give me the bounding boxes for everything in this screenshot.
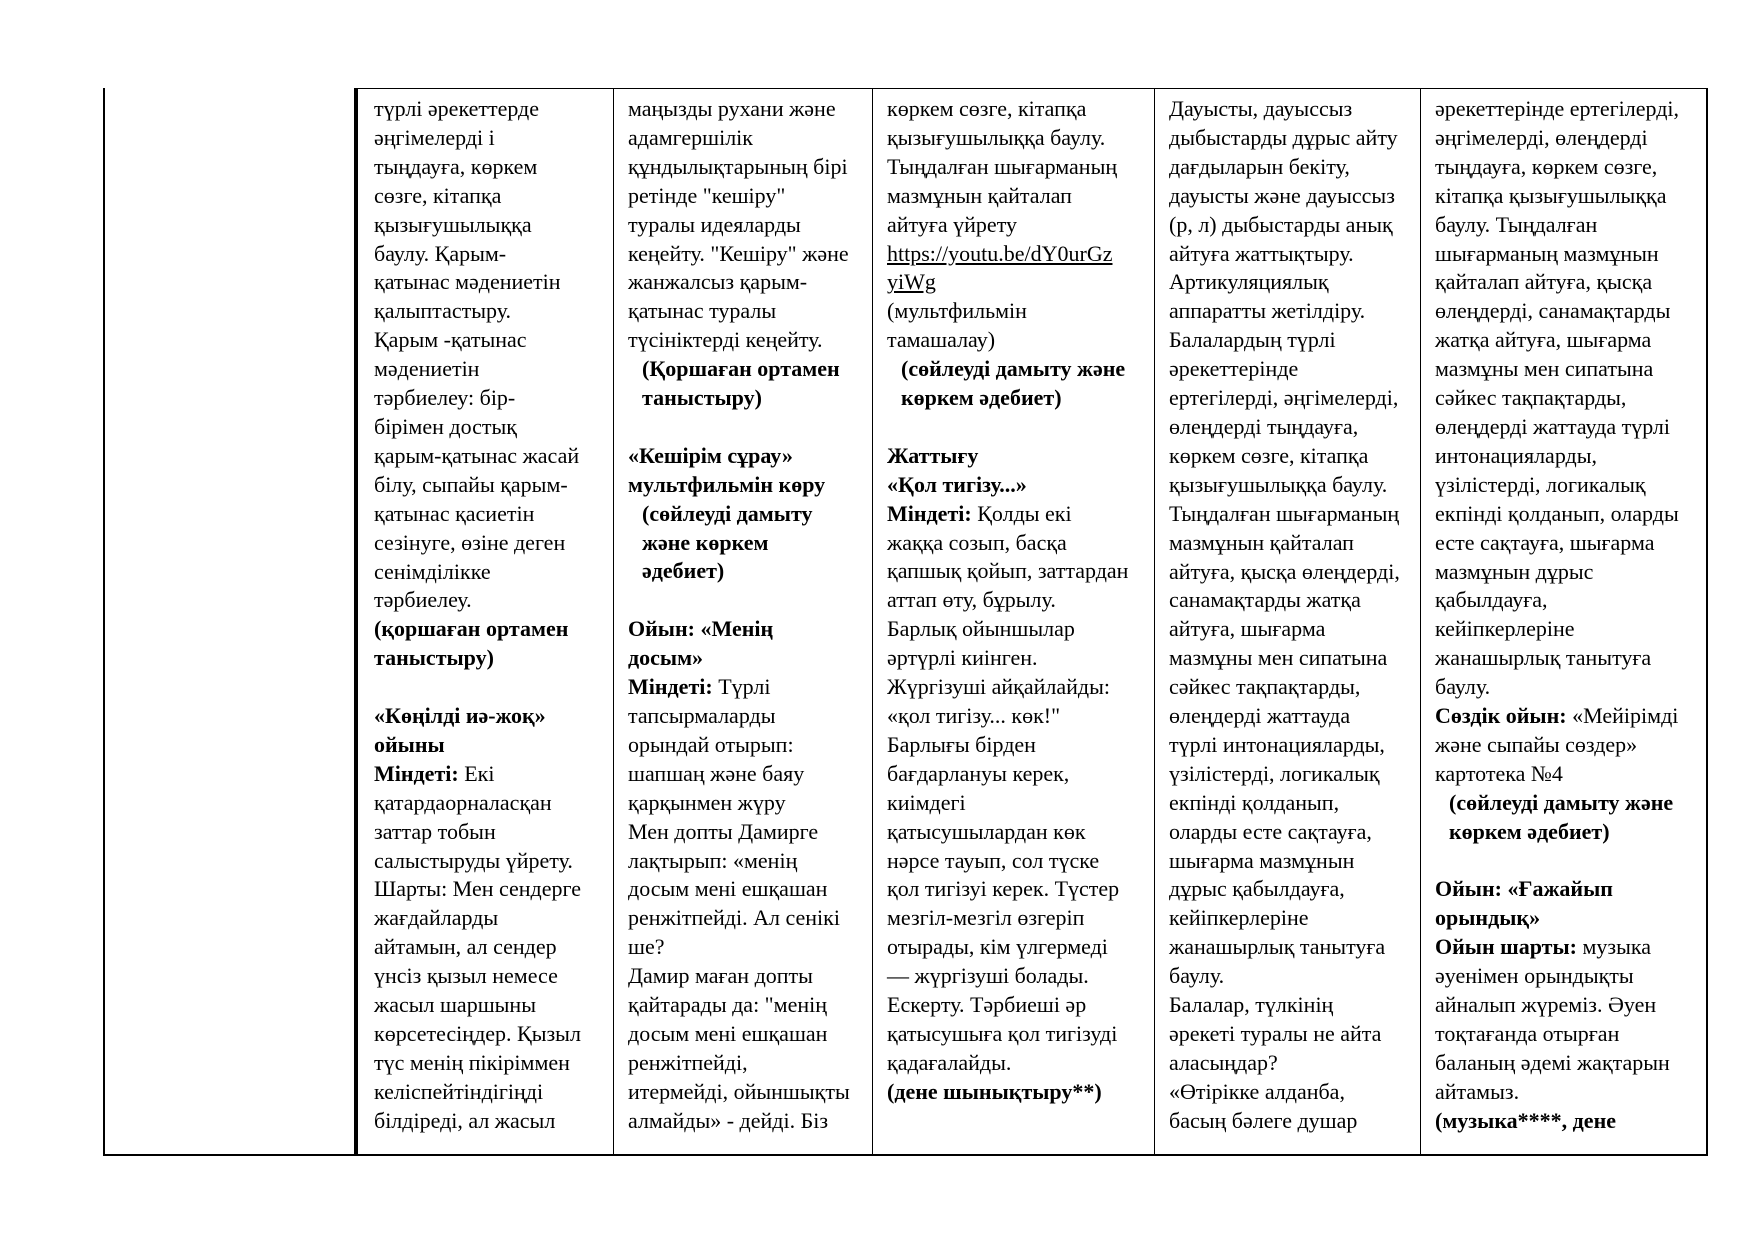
- text-line: тыңдауға, көркем сөзге,: [1435, 153, 1658, 179]
- text-line: ренжітпейді. Ал сенікі: [628, 905, 840, 931]
- text-line: әрекеті туралы не айта: [1169, 1021, 1382, 1046]
- text-line: қатардаорналасқан: [374, 789, 552, 815]
- text-line: қабылдауға,: [1435, 587, 1548, 613]
- text-line: көркем әдебиет): [901, 385, 1062, 411]
- text-line: қарым-қатынас жасай: [374, 442, 580, 468]
- text-line: баулу.: [1169, 963, 1225, 989]
- text-line: [887, 500, 1152, 529]
- text-line: әңгімелерді і: [374, 124, 495, 150]
- blank-line: [887, 413, 1152, 442]
- text-line: мультфильмін көру: [628, 471, 826, 497]
- text-line: туралы идеяларды: [628, 211, 801, 237]
- text-line: қапшық қойып, заттардан: [887, 558, 1129, 584]
- text-line: отырады, кім үлгермеді: [887, 934, 1108, 960]
- text-line: қызығушылыққа баулу.: [887, 124, 1106, 150]
- text-line: «Қол тигізу...»: [887, 471, 1027, 497]
- text-line: (қоршаған ортамен: [374, 616, 569, 642]
- text-line: ертегілерді, әңгімелерді,: [1169, 385, 1399, 411]
- text-line: айтуға, қысқа өлеңдерді,: [1169, 558, 1400, 584]
- field-text: музыка: [1576, 934, 1651, 960]
- text-line: есте сақтауға, шығарма: [1435, 529, 1655, 555]
- text-line: ретінде "кешіру": [628, 182, 786, 208]
- text-line: салыстыруды үйрету.: [374, 847, 573, 873]
- text-line: Ескерту. Тәрбиеші әр: [887, 992, 1087, 1018]
- text-line: (Қоршаған ортамен: [642, 356, 840, 382]
- text-line: құндылықтарының бірі: [628, 153, 848, 179]
- text-line: мезгіл-мезгіл өзгеріп: [887, 905, 1085, 931]
- text-line: өлеңдерді тыңдауға,: [1169, 413, 1359, 439]
- blank-line: [1435, 847, 1706, 876]
- text-line: шығарма мазмұнын: [1169, 847, 1355, 873]
- field-text: Қолды екі: [971, 500, 1072, 526]
- text-line: (сөйлеуді дамыту: [642, 500, 813, 526]
- text-line: кейіпкерлеріне: [1169, 905, 1309, 931]
- text-line: Балалардың түрлі: [1169, 327, 1336, 353]
- table-cell-4: [1154, 89, 1420, 1154]
- text-line: өлеңдерді, санамақтарды: [1435, 298, 1671, 324]
- text-line: дыбыстарды дұрыс айту: [1169, 124, 1398, 150]
- text-line: орындай отырып:: [628, 731, 794, 757]
- text-line: әрекеттерінде: [1169, 356, 1299, 382]
- text-line: әрекеттерінде ертегілерді,: [1435, 96, 1680, 121]
- text-line: досым»: [628, 645, 704, 671]
- text-line: таныстыру): [642, 385, 762, 411]
- text-line: Ойын: «Ғажайып: [1435, 876, 1613, 902]
- text-line: баулу. Қарым-: [374, 240, 507, 266]
- text-line: Дамир маған допты: [628, 963, 813, 989]
- text-line: бағдарлануы керек,: [887, 760, 1070, 786]
- text-line: және көркем: [642, 529, 769, 555]
- text-line: шығарманың мазмұнын: [1435, 240, 1659, 266]
- text-line: үнсіз қызыл немесе: [374, 963, 558, 989]
- text-line: келіспейтіндігіңді: [374, 1078, 544, 1104]
- text-line: [1435, 933, 1706, 962]
- text-line: көркем сөзге, кітапқа: [1169, 442, 1369, 468]
- text-line: жатқа айтуға, шығарма: [1435, 327, 1652, 353]
- text-line: қатысушыға қол тигізуді: [887, 1020, 1118, 1046]
- text-line: қол тигізуі керек. Түстер: [887, 876, 1120, 902]
- text-line: басың бәлеге душар: [1169, 1107, 1358, 1133]
- text-line: жаққа созып, басқа: [887, 529, 1067, 555]
- text-line: сенімділікке: [374, 558, 491, 584]
- text-line: өлеңдерді жаттауда: [1169, 703, 1351, 729]
- text-line: нәрсе тауып, сол түске: [887, 847, 1100, 873]
- text-line: қатынас туралы: [628, 298, 777, 324]
- text-line: Дауысты, дауыссыз: [1169, 96, 1353, 121]
- text-line: дауысты және дауыссыз: [1169, 182, 1395, 208]
- text-line: мазмұны мен сипатына: [1435, 356, 1654, 382]
- text-line: әуенімен орындықты: [1435, 963, 1634, 989]
- text-line: (сөйлеуді дамыту және: [901, 356, 1126, 382]
- schedule-table: [356, 88, 1708, 1156]
- text-line: Барлық ойыншылар: [887, 616, 1075, 642]
- text-line: жанашырлық танытуға: [1169, 934, 1386, 960]
- text-line: сөзге, кітапқа: [374, 182, 502, 208]
- text-line: кейіпкерлеріне: [1435, 616, 1575, 642]
- text-line: Қарым -қатынас: [374, 327, 527, 353]
- text-line: сезінуге, өзіне деген: [374, 529, 566, 555]
- text-line: білу, сыпайы қарым-: [374, 471, 568, 497]
- text-line: адамгершілік: [628, 124, 753, 150]
- table-cell-2: [613, 89, 872, 1154]
- text-line: ше?: [628, 934, 665, 960]
- field-label: Міндеті:: [887, 500, 972, 526]
- text-line: Мен допты Дамирге: [628, 818, 819, 844]
- text-line: жанашырлық танытуға: [1435, 645, 1652, 671]
- text-line: Барлығы бірден: [887, 731, 1036, 757]
- text-line: лақтырып: «менің: [628, 847, 798, 873]
- text-line: қайталап айтуға, қысқа: [1435, 269, 1653, 295]
- text-line: баулу. Тыңдалған: [1435, 211, 1598, 237]
- text-line: Жаттығу: [887, 442, 979, 468]
- text-line: интонацияларды,: [1435, 442, 1598, 468]
- text-line: кітапқа қызығушылыққа: [1435, 182, 1667, 208]
- text-line: [1435, 702, 1706, 731]
- text-line: (р, л) дыбыстарды анық: [1169, 211, 1393, 237]
- text-line: айтуға жаттықтыру.: [1169, 240, 1354, 266]
- text-line: (музыка****, дене: [1435, 1107, 1617, 1133]
- text-line: дағдыларын бекіту,: [1169, 153, 1350, 179]
- text-line: сәйкес тақпақтарды,: [1169, 674, 1361, 700]
- text-line: бірімен достық: [374, 413, 517, 439]
- text-line: қарқынмен жүру: [628, 789, 786, 815]
- text-line: аттап өту, бұрылу.: [887, 587, 1056, 613]
- text-line: дұрыс қабылдауға,: [1169, 876, 1345, 902]
- text-line: жасыл шаршыны: [374, 992, 536, 1018]
- text-line: көркем сөзге, кітапқа: [887, 96, 1087, 121]
- text-line: «Көңілді иә-жоқ»: [374, 703, 546, 729]
- text-line: қайтарады да: "менің: [628, 992, 828, 1018]
- text-line: баланың әдемі жақтарын: [1435, 1049, 1670, 1075]
- text-line: тамашалау): [887, 327, 996, 353]
- text-line: алмайды» - дейді. Біз: [628, 1107, 829, 1133]
- text-line: көркем әдебиет): [1449, 818, 1610, 844]
- text-line: жанжалсыз қарым-: [628, 269, 808, 295]
- field-label: Міндеті:: [628, 674, 713, 700]
- text-line: оларды есте сақтауға,: [1169, 818, 1372, 844]
- text-line: (сөйлеуді дамыту және: [1449, 789, 1674, 815]
- text-line: заттар тобын: [374, 818, 496, 844]
- text-line: киімдегі: [887, 789, 966, 815]
- text-line: картотека №4: [1435, 760, 1563, 786]
- text-line: айтамын, ал сендер: [374, 934, 557, 960]
- text-line: (мультфильмін: [887, 298, 1027, 324]
- text-line: аппаратты жетілдіру.: [1169, 298, 1366, 324]
- text-line: қатынас қасиетін: [374, 500, 535, 526]
- text-line: санамақтарды жатқа: [1169, 587, 1361, 613]
- text-line: [374, 760, 611, 789]
- text-line: айтуға үйрету: [887, 211, 1018, 237]
- text-line: қатысушылардан көк: [887, 818, 1086, 844]
- text-line: ренжітпейді,: [628, 1049, 748, 1075]
- text-line: әңгімелерді, өлеңдерді: [1435, 124, 1648, 150]
- text-line: мазмұнын қайталап: [1169, 529, 1354, 555]
- field-text: Екі: [458, 760, 495, 786]
- text-line: кеңейту. "Кешіру" және: [628, 240, 849, 266]
- text-line: тоқтағанда отырған: [1435, 1020, 1620, 1046]
- text-line: Тыңдалған шығарманың: [1169, 500, 1400, 526]
- text-line: Ойын: «Менің: [628, 616, 774, 642]
- text-line: (дене шынықтыру**): [887, 1078, 1102, 1104]
- text-line: «Кешірім сұрау»: [628, 442, 793, 468]
- field-label: Міндеті:: [374, 760, 459, 786]
- text-line: түс менің пікіріммен: [374, 1049, 570, 1075]
- text-line: досым мені ешқашан: [628, 876, 828, 902]
- table-cell-1: [356, 89, 613, 1154]
- text-line: тәрбиелеу.: [374, 587, 472, 613]
- text-line: екпінді қолданып,: [1169, 789, 1340, 815]
- text-line: тәрбиелеу: бір-: [374, 385, 516, 411]
- text-line: мазмұны мен сипатына: [1169, 645, 1388, 671]
- text-line: мазмұнын дұрыс: [1435, 558, 1594, 584]
- text-line: — жүргізуші болады.: [887, 963, 1089, 989]
- video-link[interactable]: yiWg: [887, 269, 936, 295]
- text-line: итермейді, ойыншықты: [628, 1078, 850, 1104]
- text-line: [628, 673, 870, 702]
- text-line: Тыңдалған шығарманың: [887, 153, 1118, 179]
- text-line: Артикуляциялық: [1169, 269, 1329, 295]
- text-line: сәйкес тақпақтарды,: [1435, 385, 1627, 411]
- text-line: түсініктерді кеңейту.: [628, 327, 823, 353]
- blank-line: [374, 673, 611, 702]
- video-link[interactable]: https://youtu.be/dY0urGz: [887, 240, 1113, 266]
- text-line: қызығушылыққа: [374, 211, 532, 237]
- text-line: орындық»: [1435, 905, 1541, 931]
- text-line: тапсырмаларды: [628, 703, 776, 728]
- text-line: түрлі әрекеттерде: [374, 96, 540, 121]
- text-line: қатынас мәдениетін: [374, 269, 561, 295]
- text-line: мәдениетін: [374, 356, 480, 382]
- text-line: үзілістерді, логикалық: [1169, 760, 1380, 786]
- text-line: маңызды рухани және: [628, 96, 836, 121]
- text-line: қадағалайды.: [887, 1049, 1012, 1075]
- text-line: «Өтірікке алданба,: [1169, 1078, 1345, 1104]
- blank-line: [628, 586, 870, 615]
- text-line: көрсетесіңдер. Қызыл: [374, 1020, 581, 1046]
- text-line: үзілістерді, логикалық: [1435, 471, 1646, 497]
- text-line: досым мені ешқашан: [628, 1020, 828, 1046]
- text-line: білдіреді, ал жасыл: [374, 1107, 556, 1133]
- text-line: айтамыз.: [1435, 1078, 1520, 1104]
- text-line: мазмұнын қайталап: [887, 182, 1072, 208]
- text-line: түрлі интонацияларды,: [1169, 731, 1385, 757]
- field-label: Сөздік ойын:: [1435, 703, 1567, 729]
- table-cell-3: [872, 89, 1154, 1154]
- text-line: ойыны: [374, 731, 445, 757]
- text-line: тыңдауға, көркем: [374, 153, 538, 179]
- row-label-column: [103, 88, 356, 1156]
- text-line: Жүргізуші айқайлайды:: [887, 674, 1110, 700]
- text-line: екпінді қолданып, оларды: [1435, 500, 1679, 526]
- text-line: қалыптастыру.: [374, 298, 511, 324]
- text-line: әдебиет): [642, 558, 725, 584]
- text-line: аласыңдар?: [1169, 1049, 1278, 1075]
- text-line: айналып жүреміз. Әуен: [1435, 992, 1657, 1018]
- blank-line: [628, 413, 870, 442]
- table-cell-5: [1420, 89, 1708, 1154]
- field-label: Ойын шарты:: [1435, 934, 1577, 960]
- text-line: және сыпайы сөздер»: [1435, 731, 1638, 757]
- text-line: шапшаң және баяу: [628, 760, 805, 786]
- text-line: Шарты: Мен сендерге: [374, 876, 582, 902]
- field-text: «Мейірімді: [1566, 703, 1679, 729]
- text-line: таныстыру): [374, 645, 494, 671]
- text-line: әртүрлі киінген.: [887, 645, 1038, 671]
- text-line: өлеңдерді жаттауда түрлі: [1435, 413, 1671, 439]
- text-line: баулу.: [1435, 674, 1491, 700]
- text-line: қызығушылыққа баулу.: [1169, 471, 1388, 497]
- text-line: айтуға, шығарма: [1169, 616, 1326, 642]
- field-text: Түрлі: [712, 674, 771, 700]
- text-line: жағдайларды: [374, 905, 499, 931]
- text-line: «қол тигізу... көк!": [887, 703, 1061, 729]
- text-line: Балалар, түлкінің: [1169, 992, 1334, 1018]
